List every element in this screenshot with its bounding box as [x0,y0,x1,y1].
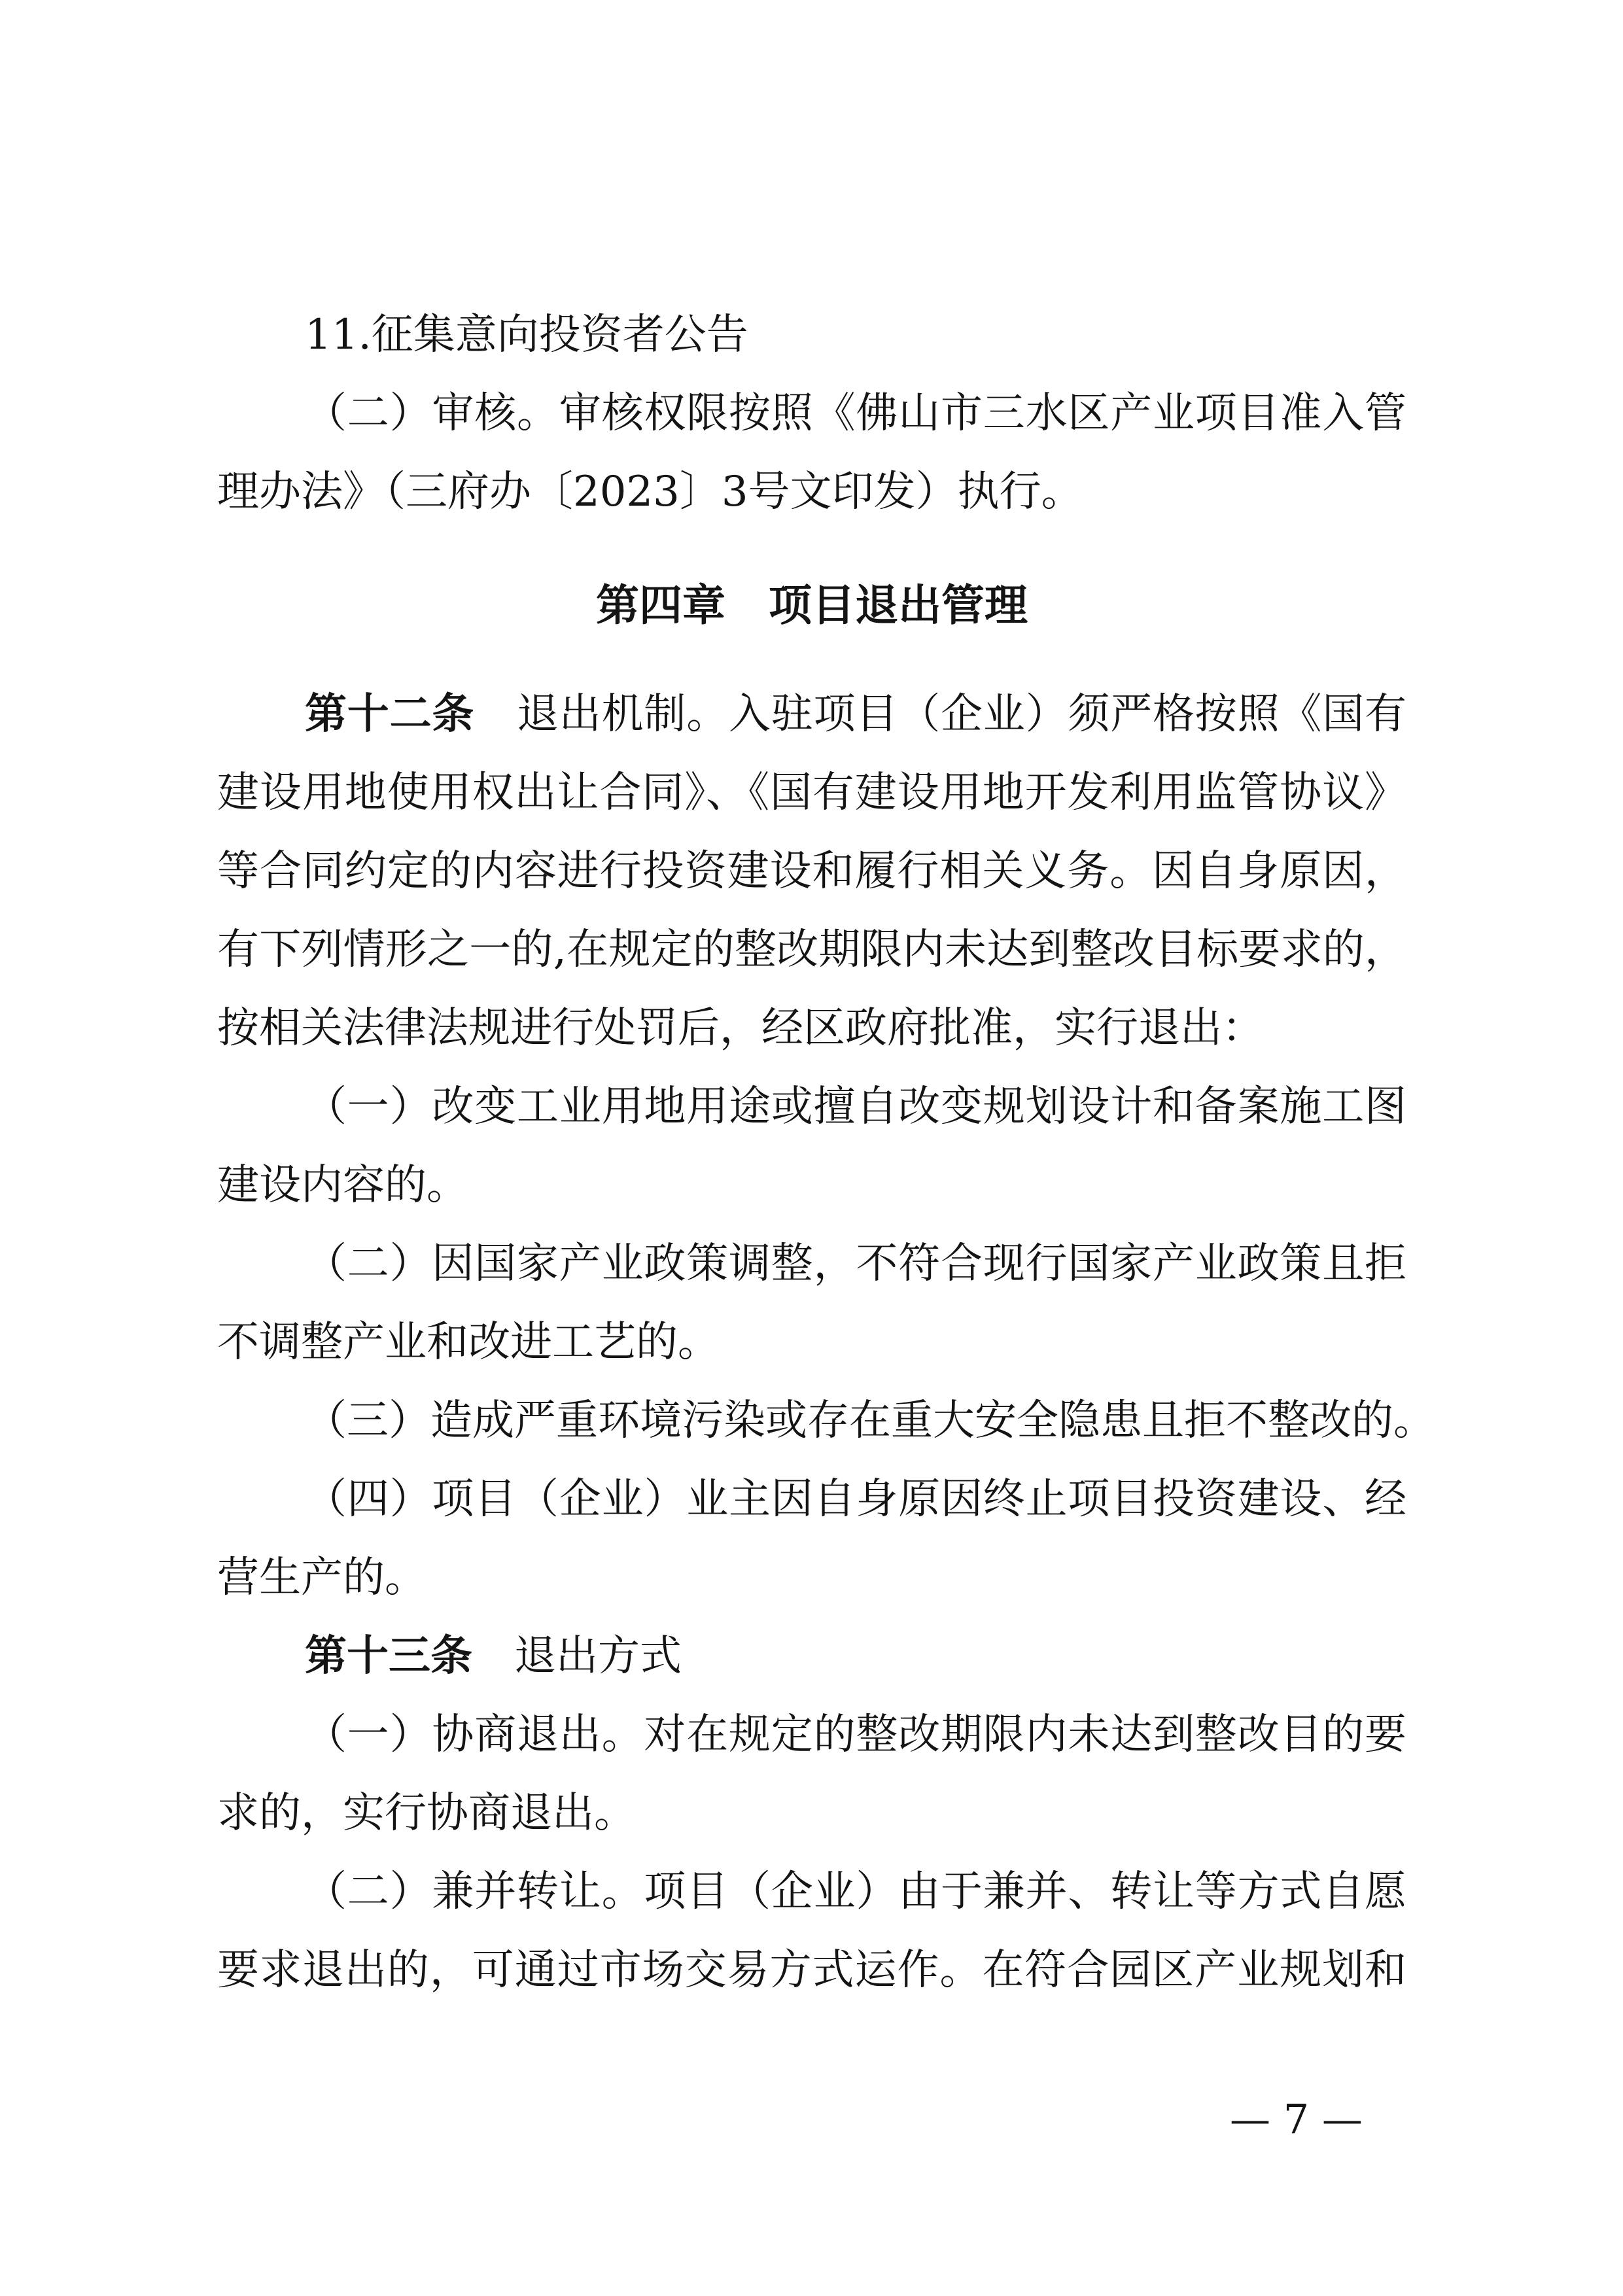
text-line: （二）兼并转让。项目（企业）由于兼并、转让等方式自愿 [305,1868,1406,1916]
text-line: 按相关法律法规进行处罚后，经区政府批准，实行退出： [217,1004,1264,1052]
text-line: （四）项目（企业）业主因自身原因终止项目投资建设、经 [305,1475,1406,1523]
text-line: 建设用地使用权出让合同》、《国有建设用地开发利用监管协议》 [217,769,1406,817]
text-line: （三）造成严重环境污染或存在重大安全隐患且拒不整改的。 [305,1397,1435,1445]
text-line: （二）审核。审核权限按照《佛山市三水区产业项目准入管 [305,389,1406,438]
article-12-first-line [305,678,1406,750]
page-number: — 7 — [1230,2095,1363,2143]
article-12-text: 退出机制。入驻项目（企业）须严格按照《国有 [474,690,1407,739]
article-13-title: 第十三条 [305,1631,472,1680]
text-line: 有下列情形之一的,在规定的整改期限内未达到整改目标要求的， [217,926,1406,974]
text-line: 要求退出的，可通过市场交易方式运作。在符合园区产业规划和 [217,1946,1406,1994]
article-13-line [305,1620,1406,1692]
text-line: 求的，实行协商退出。 [217,1789,636,1837]
text-line: 等合同约定的内容进行投资建设和履行相关义务。因自身原因， [217,847,1406,896]
text-line: 营生产的。 [217,1554,427,1602]
text-line: （一）协商退出。对在规定的整改期限内未达到整改目的要 [305,1711,1406,1759]
article-12-title: 第十二条 [305,689,475,739]
article-13-text: 退出方式 [472,1632,682,1680]
text-line: （一）改变工业用地用途或擅自改变规划设计和备案施工图 [305,1083,1406,1131]
text-line: 理办法》（三府办〔2023〕3号文印发）执行。 [217,468,1083,516]
text-line: 建设内容的。 [217,1161,468,1209]
text-line: （二）因国家产业政策调整，不符合现行国家产业政策且拒 [305,1240,1406,1288]
text-line: 11.征集意向投资者公告 [305,311,748,359]
text-line: 不调整产业和改进工艺的。 [217,1318,720,1366]
chapter-heading: 第四章 项目退出管理 [596,580,1028,631]
